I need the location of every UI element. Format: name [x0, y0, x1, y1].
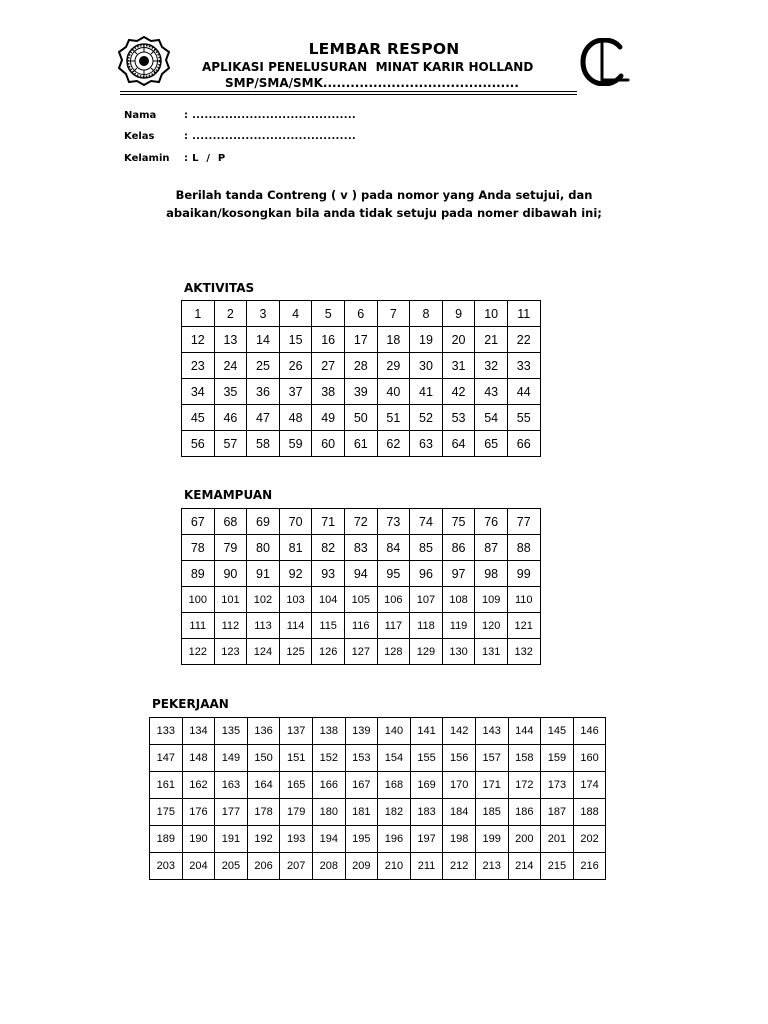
- item-number-cell[interactable]: 21: [475, 327, 508, 353]
- item-number-cell[interactable]: 200: [508, 826, 541, 853]
- item-number-cell[interactable]: 201: [541, 826, 574, 853]
- item-number-cell[interactable]: 167: [345, 772, 378, 799]
- item-number-cell[interactable]: 193: [280, 826, 313, 853]
- item-number-cell[interactable]: 214: [508, 853, 541, 880]
- section-title-aktivitas: AKTIVITAS: [184, 281, 255, 295]
- item-number-cell[interactable]: 195: [345, 826, 378, 853]
- item-number-cell[interactable]: 3: [247, 301, 280, 327]
- item-number-cell[interactable]: 123: [214, 639, 247, 665]
- item-number-cell[interactable]: 82: [312, 535, 345, 561]
- item-number-cell[interactable]: 59: [279, 431, 312, 457]
- grid-row: [150, 799, 606, 826]
- grid-row: [182, 509, 541, 535]
- item-number-cell[interactable]: 182: [378, 799, 411, 826]
- item-number-cell[interactable]: 58: [247, 431, 280, 457]
- grid-row: [150, 745, 606, 772]
- instruction-line: abaikan/kosongkan bila anda tidak setuju pada nomer dibawah ini;: [166, 206, 602, 220]
- item-number-cell[interactable]: 121: [507, 613, 540, 639]
- item-number-cell[interactable]: 87: [475, 535, 508, 561]
- item-number-cell[interactable]: 39: [344, 379, 377, 405]
- item-number-cell[interactable]: 196: [378, 826, 411, 853]
- item-number-cell[interactable]: 90: [214, 561, 247, 587]
- item-number-cell[interactable]: 216: [573, 853, 606, 880]
- item-number-cell[interactable]: 185: [475, 799, 508, 826]
- item-number-cell[interactable]: 88: [507, 535, 540, 561]
- item-number-cell[interactable]: 81: [279, 535, 312, 561]
- item-number-cell[interactable]: 24: [214, 353, 247, 379]
- item-number-cell[interactable]: 181: [345, 799, 378, 826]
- item-number-cell[interactable]: 145: [541, 718, 574, 745]
- item-number-cell[interactable]: 89: [182, 561, 215, 587]
- item-number-cell[interactable]: 40: [377, 379, 410, 405]
- grid-row: [182, 613, 541, 639]
- item-number-cell[interactable]: 184: [443, 799, 476, 826]
- item-number-cell[interactable]: 215: [541, 853, 574, 880]
- section-title-pekerjaan: PEKERJAAN: [152, 697, 229, 711]
- item-number-cell[interactable]: 6: [344, 301, 377, 327]
- item-number-cell[interactable]: 110: [507, 587, 540, 613]
- item-number-cell[interactable]: 70: [279, 509, 312, 535]
- item-number-cell[interactable]: 77: [507, 509, 540, 535]
- item-number-cell[interactable]: 96: [410, 561, 443, 587]
- item-number-cell[interactable]: 79: [214, 535, 247, 561]
- item-number-cell[interactable]: 65: [475, 431, 508, 457]
- item-number-cell[interactable]: 142: [443, 718, 476, 745]
- school-level-line: SMP/SMA/SMK...........................................: [225, 76, 519, 90]
- section-title-kemampuan: KEMAMPUAN: [184, 488, 273, 502]
- item-number-cell[interactable]: 63: [410, 431, 443, 457]
- item-number-cell[interactable]: 67: [182, 509, 215, 535]
- item-number-cell[interactable]: 176: [182, 799, 215, 826]
- item-number-cell[interactable]: 35: [214, 379, 247, 405]
- instruction-line: Berilah tanda Contreng ( v ) pada nomor yang Anda setujui, dan: [175, 188, 593, 202]
- item-number-cell[interactable]: 191: [215, 826, 248, 853]
- grid-row: [182, 561, 541, 587]
- item-number-cell[interactable]: 99: [507, 561, 540, 587]
- item-number-cell[interactable]: 178: [247, 799, 280, 826]
- item-number-cell[interactable]: 44: [507, 379, 540, 405]
- item-number-cell[interactable]: 189: [150, 826, 183, 853]
- item-number-cell[interactable]: 56: [182, 431, 215, 457]
- item-number-cell[interactable]: 97: [442, 561, 475, 587]
- item-number-cell[interactable]: 194: [312, 826, 345, 853]
- item-number-cell[interactable]: 105: [344, 587, 377, 613]
- item-number-cell[interactable]: 83: [344, 535, 377, 561]
- item-number-cell[interactable]: 156: [443, 745, 476, 772]
- item-number-cell[interactable]: 158: [508, 745, 541, 772]
- item-number-cell[interactable]: 107: [410, 587, 443, 613]
- item-number-cell[interactable]: 57: [214, 431, 247, 457]
- grid-row: [182, 587, 541, 613]
- item-number-cell[interactable]: 146: [573, 718, 606, 745]
- item-number-cell[interactable]: 85: [410, 535, 443, 561]
- item-number-cell[interactable]: 172: [508, 772, 541, 799]
- name-field[interactable]: : ........................................: [184, 110, 357, 121]
- item-number-cell[interactable]: 209: [345, 853, 378, 880]
- item-number-cell[interactable]: 60: [312, 431, 345, 457]
- item-number-cell[interactable]: 17: [344, 327, 377, 353]
- item-number-cell[interactable]: 206: [247, 853, 280, 880]
- item-number-cell[interactable]: 84: [377, 535, 410, 561]
- page-subtitle: APLIKASI PENELUSURAN MINAT KARIR HOLLAND: [202, 60, 534, 74]
- item-number-cell[interactable]: 136: [247, 718, 280, 745]
- item-number-cell[interactable]: 187: [541, 799, 574, 826]
- item-number-cell[interactable]: 113: [247, 613, 280, 639]
- item-number-cell[interactable]: 116: [344, 613, 377, 639]
- item-number-cell[interactable]: 165: [280, 772, 313, 799]
- item-number-cell[interactable]: 170: [443, 772, 476, 799]
- item-number-cell[interactable]: 114: [279, 613, 312, 639]
- item-number-cell[interactable]: 31: [442, 353, 475, 379]
- item-number-cell[interactable]: 19: [410, 327, 443, 353]
- item-number-cell[interactable]: 76: [475, 509, 508, 535]
- item-number-cell[interactable]: 41: [410, 379, 443, 405]
- grid-row: [182, 639, 541, 665]
- item-number-cell[interactable]: 188: [573, 799, 606, 826]
- item-number-cell[interactable]: 93: [312, 561, 345, 587]
- gender-label: Kelamin: [124, 153, 170, 164]
- item-number-cell[interactable]: 23: [182, 353, 215, 379]
- item-number-cell[interactable]: 18: [377, 327, 410, 353]
- class-field[interactable]: : ........................................: [184, 131, 357, 142]
- item-number-cell[interactable]: 72: [344, 509, 377, 535]
- item-number-cell[interactable]: 55: [507, 405, 540, 431]
- grid-row: [182, 535, 541, 561]
- item-number-cell[interactable]: 43: [475, 379, 508, 405]
- item-number-cell[interactable]: 10: [475, 301, 508, 327]
- item-number-cell[interactable]: 204: [182, 853, 215, 880]
- item-number-cell[interactable]: 16: [312, 327, 345, 353]
- item-number-cell[interactable]: 45: [182, 405, 215, 431]
- item-number-cell[interactable]: 129: [410, 639, 443, 665]
- item-number-cell[interactable]: 159: [541, 745, 574, 772]
- item-number-cell[interactable]: 29: [377, 353, 410, 379]
- item-number-cell[interactable]: 133: [150, 718, 183, 745]
- item-number-cell[interactable]: 122: [182, 639, 215, 665]
- item-number-cell[interactable]: 148: [182, 745, 215, 772]
- item-number-cell[interactable]: 49: [312, 405, 345, 431]
- item-number-cell[interactable]: 186: [508, 799, 541, 826]
- item-number-cell[interactable]: 47: [247, 405, 280, 431]
- item-number-cell[interactable]: 177: [215, 799, 248, 826]
- item-number-cell[interactable]: 192: [247, 826, 280, 853]
- item-number-cell[interactable]: 86: [442, 535, 475, 561]
- item-number-cell[interactable]: 102: [247, 587, 280, 613]
- item-number-cell[interactable]: 98: [475, 561, 508, 587]
- name-label: Nama: [124, 110, 157, 121]
- item-number-cell[interactable]: 147: [150, 745, 183, 772]
- item-number-cell[interactable]: 108: [442, 587, 475, 613]
- item-number-cell[interactable]: 197: [410, 826, 443, 853]
- item-number-cell[interactable]: 169: [410, 772, 443, 799]
- item-number-cell[interactable]: 42: [442, 379, 475, 405]
- item-number-cell[interactable]: 92: [279, 561, 312, 587]
- item-number-cell[interactable]: 137: [280, 718, 313, 745]
- item-number-cell[interactable]: 66: [507, 431, 540, 457]
- item-number-cell[interactable]: 130: [442, 639, 475, 665]
- item-number-cell[interactable]: 135: [215, 718, 248, 745]
- item-number-cell[interactable]: 91: [247, 561, 280, 587]
- item-number-cell[interactable]: 52: [410, 405, 443, 431]
- item-number-cell[interactable]: 207: [280, 853, 313, 880]
- grid-row: [150, 718, 606, 745]
- item-number-cell[interactable]: 30: [410, 353, 443, 379]
- item-number-cell[interactable]: 118: [410, 613, 443, 639]
- item-number-cell[interactable]: 143: [475, 718, 508, 745]
- class-label: Kelas: [124, 131, 155, 142]
- item-number-cell[interactable]: 203: [150, 853, 183, 880]
- item-number-cell[interactable]: 109: [475, 587, 508, 613]
- item-number-cell[interactable]: 2: [214, 301, 247, 327]
- item-number-cell[interactable]: 211: [410, 853, 443, 880]
- item-number-cell[interactable]: 117: [377, 613, 410, 639]
- item-number-cell[interactable]: 179: [280, 799, 313, 826]
- item-number-cell[interactable]: 138: [312, 718, 345, 745]
- item-number-cell[interactable]: 103: [279, 587, 312, 613]
- item-number-cell[interactable]: 141: [410, 718, 443, 745]
- item-number-cell[interactable]: 75: [442, 509, 475, 535]
- item-number-cell[interactable]: 112: [214, 613, 247, 639]
- item-number-cell[interactable]: 64: [442, 431, 475, 457]
- item-number-cell[interactable]: 157: [475, 745, 508, 772]
- item-number-cell[interactable]: 94: [344, 561, 377, 587]
- item-number-cell[interactable]: 54: [475, 405, 508, 431]
- item-number-cell[interactable]: 161: [150, 772, 183, 799]
- item-number-cell[interactable]: 100: [182, 587, 215, 613]
- item-number-cell[interactable]: 14: [247, 327, 280, 353]
- item-number-cell[interactable]: 48: [279, 405, 312, 431]
- item-number-cell[interactable]: 119: [442, 613, 475, 639]
- item-number-cell[interactable]: 175: [150, 799, 183, 826]
- item-number-cell[interactable]: 125: [279, 639, 312, 665]
- grid-row: [182, 379, 541, 405]
- item-number-cell[interactable]: 160: [573, 745, 606, 772]
- item-number-cell[interactable]: 140: [378, 718, 411, 745]
- item-number-cell[interactable]: 150: [247, 745, 280, 772]
- header-divider: [120, 91, 577, 92]
- item-number-cell[interactable]: 180: [312, 799, 345, 826]
- pekerjaan-grid: [149, 717, 606, 880]
- item-number-cell[interactable]: 80: [247, 535, 280, 561]
- item-number-cell[interactable]: 183: [410, 799, 443, 826]
- item-number-cell[interactable]: 106: [377, 587, 410, 613]
- item-number-cell[interactable]: 74: [410, 509, 443, 535]
- item-number-cell[interactable]: 168: [378, 772, 411, 799]
- item-number-cell[interactable]: 51: [377, 405, 410, 431]
- item-number-cell[interactable]: 68: [214, 509, 247, 535]
- item-number-cell[interactable]: 155: [410, 745, 443, 772]
- item-number-cell[interactable]: 139: [345, 718, 378, 745]
- item-number-cell[interactable]: 212: [443, 853, 476, 880]
- item-number-cell[interactable]: 61: [344, 431, 377, 457]
- item-number-cell[interactable]: 34: [182, 379, 215, 405]
- item-number-cell[interactable]: 149: [215, 745, 248, 772]
- item-number-cell[interactable]: 144: [508, 718, 541, 745]
- item-number-cell[interactable]: 7: [377, 301, 410, 327]
- item-number-cell[interactable]: 36: [247, 379, 280, 405]
- item-number-cell[interactable]: 198: [443, 826, 476, 853]
- item-number-cell[interactable]: 115: [312, 613, 345, 639]
- item-number-cell[interactable]: 124: [247, 639, 280, 665]
- item-number-cell[interactable]: 5: [312, 301, 345, 327]
- item-number-cell[interactable]: 101: [214, 587, 247, 613]
- instruction-text: [160, 186, 608, 222]
- item-number-cell[interactable]: 213: [475, 853, 508, 880]
- item-number-cell[interactable]: 33: [507, 353, 540, 379]
- grid-row: [182, 405, 541, 431]
- grid-row: [182, 353, 541, 379]
- item-number-cell[interactable]: 46: [214, 405, 247, 431]
- item-number-cell[interactable]: 73: [377, 509, 410, 535]
- item-number-cell[interactable]: 50: [344, 405, 377, 431]
- item-number-cell[interactable]: 95: [377, 561, 410, 587]
- item-number-cell[interactable]: 78: [182, 535, 215, 561]
- item-number-cell[interactable]: 210: [378, 853, 411, 880]
- item-number-cell[interactable]: 173: [541, 772, 574, 799]
- item-number-cell[interactable]: 128: [377, 639, 410, 665]
- item-number-cell[interactable]: 190: [182, 826, 215, 853]
- item-number-cell[interactable]: 22: [507, 327, 540, 353]
- item-number-cell[interactable]: 62: [377, 431, 410, 457]
- item-number-cell[interactable]: 9: [442, 301, 475, 327]
- item-number-cell[interactable]: 71: [312, 509, 345, 535]
- item-number-cell[interactable]: 131: [475, 639, 508, 665]
- item-number-cell[interactable]: 154: [378, 745, 411, 772]
- item-number-cell[interactable]: 37: [279, 379, 312, 405]
- item-number-cell[interactable]: 27: [312, 353, 345, 379]
- kemampuan-grid: [181, 508, 541, 665]
- grid-row: [150, 853, 606, 880]
- item-number-cell[interactable]: 152: [312, 745, 345, 772]
- item-number-cell[interactable]: 69: [247, 509, 280, 535]
- item-number-cell[interactable]: 120: [475, 613, 508, 639]
- grid-row: [150, 826, 606, 853]
- item-number-cell[interactable]: 25: [247, 353, 280, 379]
- item-number-cell[interactable]: 26: [279, 353, 312, 379]
- aktivitas-grid: [181, 300, 541, 457]
- item-number-cell[interactable]: 132: [507, 639, 540, 665]
- grid-row: [182, 301, 541, 327]
- gender-field[interactable]: : L / P: [184, 153, 226, 164]
- grid-row: [182, 431, 541, 457]
- item-number-cell[interactable]: 104: [312, 587, 345, 613]
- header-divider-thin: [120, 94, 577, 95]
- item-number-cell[interactable]: 38: [312, 379, 345, 405]
- item-number-cell[interactable]: 166: [312, 772, 345, 799]
- item-number-cell[interactable]: 4: [279, 301, 312, 327]
- item-number-cell[interactable]: 205: [215, 853, 248, 880]
- item-number-cell[interactable]: 163: [215, 772, 248, 799]
- item-number-cell[interactable]: 153: [345, 745, 378, 772]
- item-number-cell[interactable]: 13: [214, 327, 247, 353]
- item-number-cell[interactable]: 111: [182, 613, 215, 639]
- item-number-cell[interactable]: 134: [182, 718, 215, 745]
- item-number-cell[interactable]: 15: [279, 327, 312, 353]
- item-number-cell[interactable]: 1: [182, 301, 215, 327]
- item-number-cell[interactable]: 199: [475, 826, 508, 853]
- item-number-cell[interactable]: 151: [280, 745, 313, 772]
- item-number-cell[interactable]: 208: [312, 853, 345, 880]
- item-number-cell[interactable]: 11: [507, 301, 540, 327]
- item-number-cell[interactable]: 28: [344, 353, 377, 379]
- item-number-cell[interactable]: 174: [573, 772, 606, 799]
- item-number-cell[interactable]: 53: [442, 405, 475, 431]
- item-number-cell[interactable]: 127: [344, 639, 377, 665]
- item-number-cell[interactable]: 162: [182, 772, 215, 799]
- item-number-cell[interactable]: 126: [312, 639, 345, 665]
- item-number-cell[interactable]: 20: [442, 327, 475, 353]
- item-number-cell[interactable]: 8: [410, 301, 443, 327]
- grid-row: [182, 327, 541, 353]
- item-number-cell[interactable]: 164: [247, 772, 280, 799]
- item-number-cell[interactable]: 32: [475, 353, 508, 379]
- page-title: LEMBAR RESPON: [308, 40, 460, 58]
- item-number-cell[interactable]: 202: [573, 826, 606, 853]
- item-number-cell[interactable]: 12: [182, 327, 215, 353]
- grid-row: [150, 772, 606, 799]
- item-number-cell[interactable]: 171: [475, 772, 508, 799]
